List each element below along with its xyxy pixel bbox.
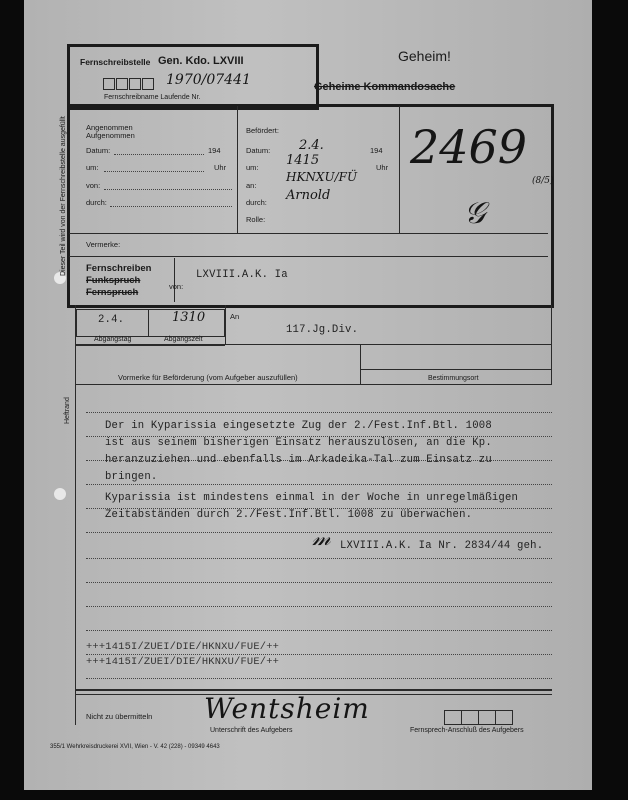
serial-caption: Fernschreibname Laufende Nr.	[104, 94, 201, 101]
dispatch-day: 2.4.	[98, 314, 125, 326]
day-caption: Abgangstag	[94, 336, 132, 343]
divider	[399, 106, 400, 233]
forwarded-um: um:	[246, 163, 259, 172]
station-label: Fernschreibstelle	[80, 57, 151, 67]
serial-cell	[129, 78, 141, 90]
side-note: Dieser Teil wird von der Fernschreibstelle ausgefüllt	[60, 116, 67, 276]
margin-line	[75, 305, 76, 725]
forwarded-datum: Datum:	[246, 146, 271, 155]
received-year: 194	[208, 146, 221, 155]
serial-cell	[103, 78, 115, 90]
dispatch-time: 1310	[172, 310, 206, 325]
big-number-small: (8/5)	[532, 176, 554, 186]
divider	[551, 305, 552, 385]
secret-matter-stamp: Geheime Kommandosache	[314, 81, 456, 93]
serial-cell	[116, 78, 128, 90]
forwarded-datum-value: 2.4.	[299, 138, 324, 153]
phone-caption: Fernsprech-Anschluß des Aufgebers	[410, 727, 524, 734]
phone-cell	[495, 710, 513, 725]
kind-von: von:	[169, 282, 184, 291]
station-stamp: Gen. Kdo. LXVIII	[158, 55, 244, 67]
divider	[76, 345, 225, 346]
footer-rule	[76, 689, 552, 691]
signature-caption: Unterschrift des Aufgebers	[210, 727, 293, 734]
kind-funkspruch: Funkspruch	[86, 275, 141, 286]
phone-cell	[461, 710, 479, 725]
ruled-line	[86, 484, 552, 485]
message-line: Kyparissia ist mindestens einmal in der Woche in unregelmäßigen	[105, 492, 519, 504]
initials: 𝒢	[464, 196, 486, 231]
message-line: Der in Kyparissia eingesetzte Zug der 2./Fest.Inf.Btl. 1008	[105, 420, 492, 432]
received-title-2: Aufgenommen	[86, 131, 135, 140]
kind-fernschreiben: Fernschreiben	[86, 263, 152, 274]
message-line: bringen.	[105, 471, 158, 483]
message-line: heranzuziehen und ebenfalls im Arkadeika-Tal zum Einsatz zu	[105, 454, 492, 466]
an-label: An	[230, 312, 240, 321]
ruled-line	[86, 582, 552, 583]
ruled-line	[86, 606, 552, 607]
forwarded-an-value: HKNXU/FÜ	[286, 170, 358, 184]
forwarded-title: Befördert:	[246, 126, 279, 135]
divider	[76, 384, 552, 385]
divider	[225, 305, 226, 345]
vermerke-label: Vermerke:	[86, 240, 121, 249]
serial-handwritten: 1970/07441	[166, 72, 251, 88]
received-von: von:	[86, 181, 101, 190]
vormerke-caption: Vormerke für Beförderung (vom Aufgeber auszufüllen)	[118, 373, 298, 382]
teletype-form	[24, 0, 592, 790]
forwarded-durch: durch:	[246, 198, 267, 207]
fill-line	[110, 206, 232, 207]
message-line: ist aus seinem bisherigen Einsatz herauszulösen, an die Kp.	[105, 437, 492, 449]
fill-line	[104, 171, 204, 172]
signature: Wentsheim	[204, 692, 370, 725]
not-to-send: Nicht zu übermitteln	[86, 712, 153, 721]
fill-line	[114, 154, 204, 155]
divider	[360, 344, 361, 384]
forwarded-rolle: Rolle:	[246, 215, 266, 224]
ruled-line	[86, 630, 552, 631]
printer-imprint: 355/1 Wehrkreisdruckerei XVII, Wien - V. 42 (228) - 09349 4643	[50, 744, 220, 750]
ruled-line	[86, 678, 552, 679]
big-number: 2469	[410, 120, 528, 174]
message-line: Zeitabständen durch 2./Fest.Inf.Btl. 1008 zu überwachen.	[105, 509, 473, 521]
fill-line	[104, 189, 232, 190]
phone-cell	[444, 710, 462, 725]
sender: LXVIII.A.K. Ia	[196, 269, 288, 281]
received-datum: Datum:	[86, 146, 111, 155]
received-title: Angenommen	[86, 123, 133, 132]
received-uhr: Uhr	[214, 163, 227, 172]
divider	[237, 106, 238, 233]
kind-fernspruch: Fernspruch	[86, 287, 139, 298]
divider	[69, 256, 548, 257]
divider	[174, 258, 175, 302]
teletype-line: +++1415I/ZUEI/DIE/HKNXU/FUE/++	[86, 641, 280, 653]
reference-mark: 𝓂	[312, 526, 331, 551]
received-durch: durch:	[86, 198, 107, 207]
margin-label: Heftrand	[64, 397, 71, 424]
forwarded-um-value: 1415	[286, 153, 320, 168]
forwarded-uhr: Uhr	[376, 163, 389, 172]
phone-cell	[478, 710, 496, 725]
ruled-line	[86, 558, 552, 559]
forwarded-durch-value: Arnold	[286, 188, 331, 203]
forwarded-year: 194	[370, 146, 383, 155]
divider	[69, 233, 548, 234]
divider	[76, 344, 552, 345]
forwarded-an: an:	[246, 181, 257, 190]
punch-hole	[54, 488, 66, 500]
secret-label: Geheim!	[398, 48, 451, 64]
received-um: um:	[86, 163, 99, 172]
divider	[360, 369, 552, 370]
ruled-line	[86, 412, 552, 413]
destination-caption: Bestimmungsort	[428, 375, 479, 382]
ruled-line	[86, 654, 552, 655]
reference: LXVIII.A.K. Ia Nr. 2834/44 geh.	[340, 540, 544, 552]
time-caption: Abgangszeit	[164, 336, 203, 343]
teletype-line: +++1415I/ZUEI/DIE/HKNXU/FUE/++	[86, 656, 280, 668]
recipient: 117.Jg.Div.	[286, 324, 359, 336]
serial-cell	[142, 78, 154, 90]
